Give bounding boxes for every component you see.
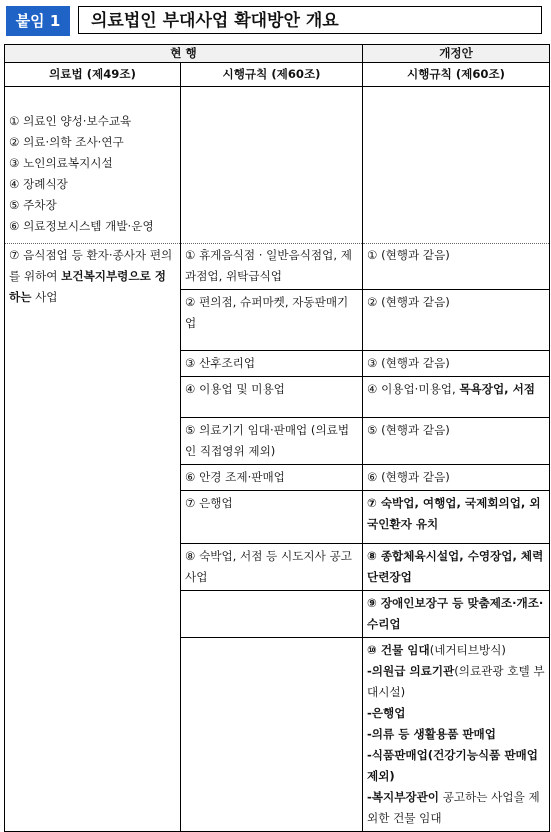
- law-item: ① 의료인 양성·보수교육: [9, 114, 132, 128]
- revised-10-item-bold: -은행업: [367, 706, 406, 720]
- revised-10-item: [367, 661, 545, 703]
- law-item: ② 의료·의학 조사·연구: [9, 135, 124, 149]
- revised-4-bold: 목욕장업, 서점: [459, 382, 535, 396]
- law-item: ⑤ 주차장: [9, 198, 57, 212]
- revised-empty-cell: [363, 87, 550, 244]
- revised-8: ⑧ 종합체육시설업, 수영장업, 체력단련장업: [363, 544, 550, 591]
- revised-7: ⑦ 숙박업, 여행업, 국제회의업, 외국인환자 유치: [363, 491, 550, 544]
- revised-10-item-bold: -식품판매업(건강기능식품 판매업 제외): [367, 748, 538, 783]
- revised-10-item-bold: -복지부장관이: [367, 790, 440, 804]
- rule-5: ⑤ 의료기기 임대·판매업 (의료법인 직접영위 제외): [181, 418, 363, 465]
- rule-empty-10: [181, 638, 363, 832]
- law-items-cell: [5, 87, 181, 244]
- revised-5: ⑤ (현행과 같음): [363, 418, 550, 465]
- rule-empty-cell: [181, 87, 363, 244]
- law-item: ⑥ 의료정보시스템 개발·운영: [9, 219, 154, 233]
- law-item-7-cell: [5, 244, 181, 832]
- revised-10-item: [367, 703, 545, 724]
- rule-4: ④ 이용업 및 미용업: [181, 377, 363, 418]
- revised-10-item-bold: -의류 등 생활용품 판매업: [367, 727, 496, 741]
- attachment-badge: 붙임 1: [6, 6, 70, 36]
- rule-empty-9: [181, 591, 363, 638]
- law-item-7-suffix: 사업: [31, 290, 58, 304]
- revised-header: 개정안: [363, 45, 550, 63]
- revised-10-item-rest: (의료관광 호텔 부대시설): [367, 664, 545, 699]
- revised-10-item-bold: -의원급 의료기관: [367, 664, 455, 678]
- comparison-table: [4, 44, 550, 832]
- rule-7: ⑦ 은행업: [181, 491, 363, 544]
- revised-3: ③ (현행과 같음): [363, 351, 550, 377]
- law-item-7-bold: 보건복지부령으로 정하는: [9, 269, 167, 304]
- revised-6: ⑥ (현행과 같음): [363, 465, 550, 491]
- rule-6: ⑥ 안경 조제·판매업: [181, 465, 363, 491]
- current-header: 현 행: [5, 45, 363, 63]
- revised-9: ⑨ 장애인보장구 등 맞춤제조·개조·수리업: [363, 591, 550, 638]
- revised-10-item-rest: 공고하는 사업을 제외한 건물 임대: [367, 790, 540, 825]
- revised-10: [363, 638, 550, 832]
- rule-column-header: 시행규칙 (제60조): [181, 63, 363, 87]
- revised-10-item: [367, 745, 545, 787]
- revised-10-item: [367, 724, 545, 745]
- revised-10-head: ⑩ 건물 임대: [367, 643, 430, 657]
- law-item-7-text: ⑦ 음식점업 등 환자·종사자 편의를 위하여: [9, 248, 173, 283]
- law-item: ③ 노인의료복지시설: [9, 156, 113, 170]
- revised-4-text: ④ 이용업·미용업,: [367, 382, 460, 396]
- revised-10-item: [367, 787, 545, 829]
- revised-10-type: (네거티브방식): [429, 643, 506, 657]
- rule-3: ③ 산후조리업: [181, 351, 363, 377]
- law-item: ④ 장례식장: [9, 177, 68, 191]
- revised-column-header: 시행규칙 (제60조): [363, 63, 550, 87]
- rule-1: [181, 244, 363, 290]
- page-title: 의료법인 부대사업 확대방안 개요: [78, 6, 542, 34]
- rule-1-text: ① 휴게음식점 · 일반음식점업, 제과점업, 위탁급식업: [185, 248, 352, 283]
- rule-8: ⑧ 숙박업, 서점 등 시도지사 공고 사업: [181, 544, 363, 591]
- revised-1: ① (현행과 같음): [363, 244, 550, 290]
- rule-2: ② 편의점, 슈퍼마켓, 자동판매기업: [181, 290, 363, 351]
- revised-2: ② (현행과 같음): [363, 290, 550, 351]
- revised-4: [363, 377, 550, 418]
- law-column-header: 의료법 (제49조): [5, 63, 181, 87]
